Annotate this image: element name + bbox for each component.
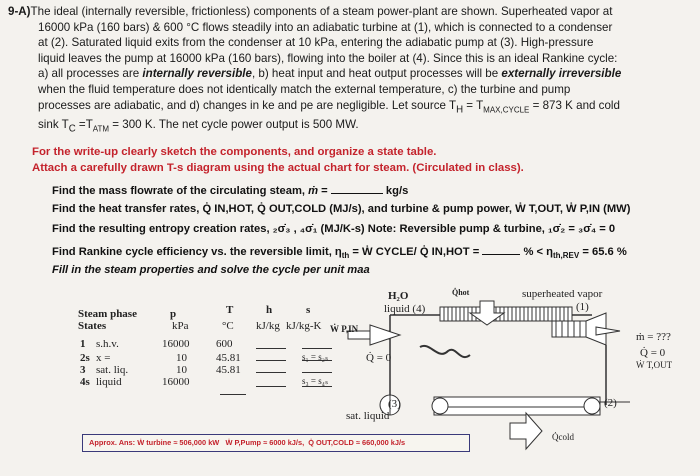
problem-line-7: processes are adiabatic, and d) changes in ke and pe are negligible. Let source $T_H = T_{MAX,CYCLE} = 873$ K and cold (38, 98, 620, 115)
row-3-t: 45.81 (216, 364, 241, 376)
answer-blank-efficiency[interactable] (482, 244, 520, 255)
header-h: h (266, 304, 273, 316)
label-h2o: H₂O (388, 290, 409, 302)
header-p: p (170, 308, 177, 320)
instruction-sketch: For the write-up clearly sketch the components, and organize a state table. (32, 146, 437, 158)
row-4s-state: 4s (80, 376, 90, 388)
answer-blank-mass-flow[interactable] (331, 183, 383, 194)
label-s3-s4s: s₃ = s₄ₛ (302, 376, 329, 386)
row-3-state: 3 (80, 364, 86, 376)
label-w-tout: Ẇ T,OUT (636, 360, 673, 370)
answer-turbine: Ẇ turbine ≈ 506,000 kW (137, 438, 220, 447)
question-mass-flow: Find the mass flowrate of the circulating steam, ṁ = kg/s (52, 185, 409, 197)
problem-line-1: The ideal (internally reversible, frictionless) components of a steam power-plant are shown. Superheated vapor at (30, 5, 613, 18)
label-m-dot: ṁ = ??? (636, 331, 671, 343)
blank-h-1[interactable] (256, 348, 286, 349)
question-entropy: Find the resulting entropy creation rates, ₂σ̇₃ , ₄σ̇₁ (MJ/K-s) Note: Reversible pump & turbine, ₁σ̇₂ = ₃σ̇₄ = 0 (52, 223, 616, 235)
blank-t-4s[interactable] (220, 394, 246, 395)
row-4s-p: 16000 (162, 376, 190, 388)
header-steam-phase: Steam phase (78, 308, 137, 320)
blank-s-1[interactable] (302, 348, 332, 349)
row-2s-phase: x = (96, 352, 111, 364)
turbine (552, 313, 620, 405)
subheader-kpa: kPa (172, 320, 189, 332)
instruction-ts-diagram: Attach a carefully drawn T-s diagram using the actual chart for steam. (Circulated in class). (32, 162, 524, 174)
question-heat-transfer: Find the heat transfer rates, Q̇ IN,HOT, Q̇ OUT,COLD (MJ/s), and turbine & pump power, Ẇ T,OUT, Ẇ P,IN (MW) (52, 203, 631, 215)
subheader-kjkg: kJ/kg (256, 320, 280, 332)
label-q-zero-right: Q̇ = 0 (640, 347, 666, 359)
blank-h-4s[interactable] (256, 386, 286, 387)
problem-statement (8, 4, 694, 137)
row-1-t: 600 (216, 338, 233, 350)
row-2s-p: 10 (176, 352, 187, 364)
problem-line-8: sink $T_C =T_{ATM} = 300$ K. The net cycle power output is 500 MW. (38, 118, 359, 135)
label-q-zero-left: Q̇ = 0 (366, 352, 392, 364)
blank-s-3[interactable] (302, 372, 332, 373)
problem-line-6: when the fluid temperature does not identically match the external temperature, c) the turbine and pump (38, 82, 571, 96)
blank-h-3[interactable] (256, 372, 286, 373)
answer-q-out: Q̇ OUT,COLD ≈ 660,000 kJ/s (308, 438, 406, 447)
blank-h-2s[interactable] (256, 360, 286, 361)
problem-line-3: at (2). Saturated liquid exits from the condenser at 10 kPa, entering the adiabatic pump at (3). High-pressure (38, 36, 594, 50)
problem-line-4: liquid leaves the pump at 16000 kPa (160 bars), flowing into the boiler at (4). Since this is an ideal Rankine cycle: (38, 51, 618, 65)
header-t: T (226, 304, 234, 316)
problem-line-2: 16000 kPa (160 bars) & 600 °C flows steadily into an adiabatic turbine at (1), which is connected to a condenser (38, 20, 613, 34)
header-s: s (306, 304, 311, 316)
q-cold-arrow (510, 413, 542, 449)
question-fill-table: Fill in the steam properties and solve the cycle per unit maa (52, 264, 370, 276)
label-state-2: (2) (604, 397, 617, 409)
answer-label: Approx. Ans: (89, 438, 138, 447)
subheader-c: °C (222, 320, 234, 332)
subheader-states: States (78, 320, 107, 332)
turbine-rotor (420, 346, 470, 357)
label-state-3: (3) (388, 398, 401, 410)
problem-line-5: a) all processes are internally reversible, b) heat input and heat output processes will be externally irreversible (38, 67, 622, 81)
row-1-state: 1 (80, 338, 86, 350)
label-w-pin: Ẇ P,IN (330, 324, 359, 334)
label-sat-liquid: sat. liquid (346, 410, 390, 422)
row-1-phase: s.h.v. (96, 338, 119, 350)
answer-pump: Ẇ P,Pump ≈ 6000 kJ/s, (225, 438, 305, 447)
label-s1-s2s: s₁ = s₂ₛ (302, 352, 329, 362)
label-state-1: (1) (576, 301, 589, 313)
label-q-cold: Q̇cold (552, 432, 574, 442)
question-efficiency: Find Rankine cycle efficiency vs. the reversible limit, $\eta_{th}$ = Ẇ CYCLE/ Q̇ IN,HOT = % < $\eta_{th,REV} = 65.6$ % (52, 246, 627, 261)
condenser (432, 397, 630, 415)
boiler-hatch (440, 307, 572, 321)
row-4s-phase: liquid (96, 376, 122, 388)
row-3-phase: sat. liq. (96, 364, 129, 376)
label-q-hot: Q̇hot (452, 288, 470, 297)
subheader-kjkgk: kJ/kg-K (286, 320, 322, 332)
approx-answers-box (82, 434, 470, 452)
row-3-p: 10 (176, 364, 187, 376)
row-2s-t: 45.81 (216, 352, 241, 364)
row-2s-state: 2s (80, 352, 90, 364)
problem-number: 9-A) (8, 5, 31, 18)
label-superheated: superheated vapor (522, 288, 603, 300)
row-1-p: 16000 (162, 338, 190, 350)
label-liquid-4: liquid (4) (384, 303, 426, 315)
